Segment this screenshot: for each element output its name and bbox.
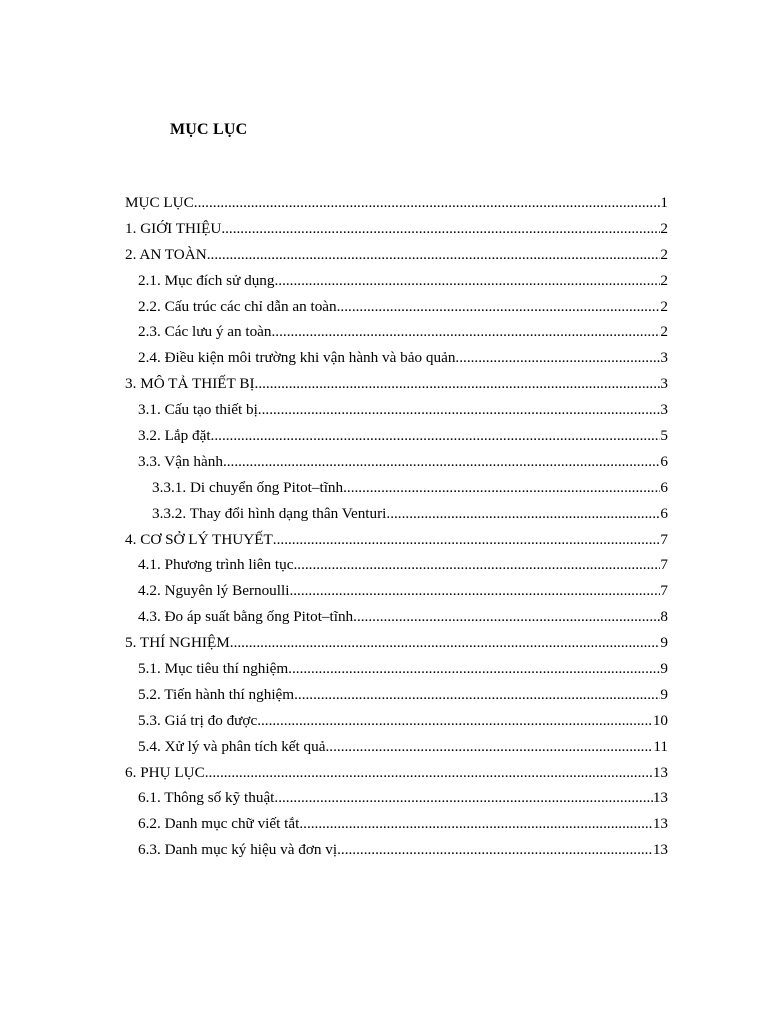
toc-entry[interactable] [125,242,668,268]
toc-entry[interactable] [125,345,668,371]
toc-entry-page-number: 13 [652,789,668,807]
toc-entry-title: 6. PHỤ LỤC [125,763,205,781]
dot-leader [272,319,661,345]
toc-entry-page-number: 9 [660,660,668,678]
toc-entry[interactable] [125,656,668,682]
toc-entry[interactable] [125,682,668,708]
toc-entry[interactable] [125,294,668,320]
dot-leader [258,397,661,423]
toc-entry[interactable] [125,734,668,760]
toc-entry-page-number: 11 [653,737,668,755]
dot-leader [194,190,661,216]
toc-entry-page-number: 3 [660,401,668,419]
table-of-contents [125,190,668,863]
toc-entry[interactable] [125,811,668,837]
dot-leader [294,682,660,708]
toc-entry-page-number: 2 [660,245,668,263]
toc-entry-page-number: 3 [660,349,668,367]
toc-entry[interactable] [125,449,668,475]
toc-entry-page-number: 7 [660,556,668,574]
dot-leader [223,449,660,475]
toc-entry-page-number: 6 [660,504,668,522]
dot-leader [386,501,660,527]
dot-leader [273,527,661,553]
toc-entry[interactable] [125,630,668,656]
toc-entry[interactable] [125,760,668,786]
toc-entry-title: 6.2. Danh mục chữ viết tắt [138,815,300,833]
toc-entry-page-number: 9 [660,685,668,703]
toc-entry-title: 5. THÍ NGHIỆM [125,634,230,652]
dot-leader [221,216,660,242]
toc-entry-page-number: 9 [660,634,668,652]
dot-leader [337,837,653,863]
toc-entry-title: 2.1. Mục đích sử dụng [138,271,275,289]
toc-entry[interactable] [125,216,668,242]
toc-entry-title: 2.2. Cấu trúc các chỉ dẫn an toàn [138,297,337,315]
toc-entry-page-number: 6 [660,452,668,470]
toc-entry-title: 5.1. Mục tiêu thí nghiệm [138,660,289,678]
toc-entry-page-number: 13 [652,815,668,833]
toc-entry-title: 2. AN TOÀN [125,245,207,263]
toc-entry-title: 5.3. Giá trị đo được [138,711,258,729]
toc-entry-title: 6.1. Thông số kỹ thuật [138,789,275,807]
toc-entry-title: 3.3.2. Thay đổi hình dạng thân Venturi [152,504,387,522]
toc-entry-title: 3.3.1. Di chuyển ống Pitot–tĩnh [152,478,344,496]
toc-entry[interactable] [125,578,668,604]
toc-entry-title: 4.2. Nguyên lý Bernoulli [138,582,290,600]
toc-entry-page-number: 6 [660,478,668,496]
toc-entry-title: 5.2. Tiến hành thí nghiệm [138,685,295,703]
dot-leader [274,268,660,294]
toc-entry-title: 3.3. Vận hành [138,452,223,470]
dot-leader [211,423,661,449]
toc-entry-page-number: 8 [660,608,668,626]
toc-entry-title: 5.4. Xử lý và phân tích kết quả [138,737,326,755]
toc-entry-title: 2.4. Điều kiện môi trường khi vận hành và bảo quản [138,349,456,367]
toc-entry[interactable] [125,423,668,449]
dot-leader [293,552,660,578]
toc-entry-title: 1. GIỚI THIỆU [125,219,222,237]
toc-entry-page-number: 7 [660,530,668,548]
toc-entry[interactable] [125,708,668,734]
toc-entry[interactable] [125,371,668,397]
toc-entry[interactable] [125,268,668,294]
dot-leader [299,811,652,837]
toc-entry-title: 6.3. Danh mục ký hiệu và đơn vị [138,841,338,859]
toc-entry-page-number: 7 [660,582,668,600]
toc-entry-title: 3.1. Cấu tạo thiết bị [138,401,258,419]
toc-entry[interactable] [125,837,668,863]
toc-entry-title: 4. CƠ SỞ LÝ THUYẾT [125,530,273,548]
toc-entry-page-number: 1 [660,194,668,211]
dot-leader [230,630,661,656]
toc-entry-page-number: 13 [652,763,668,781]
toc-entry-title: 4.3. Đo áp suất bằng ống Pitot–tĩnh [138,608,354,626]
toc-entry[interactable] [125,397,668,423]
toc-entry[interactable] [125,527,668,553]
toc-entry-title: 3.2. Lắp đặt [138,427,211,445]
dot-leader [288,656,660,682]
toc-entry-page-number: 5 [660,427,668,445]
toc-entry-page-number: 10 [652,711,668,729]
toc-heading: MỤC LỤC [170,121,248,138]
toc-entry-page-number: 13 [652,841,668,859]
toc-entry[interactable] [125,604,668,630]
dot-leader [353,604,660,630]
toc-entry-page-number: 2 [660,297,668,315]
toc-entry-page-number: 2 [660,219,668,237]
toc-entry-page-number: 2 [660,271,668,289]
toc-entry-title: 4.1. Phương trình liên tục [138,556,294,574]
toc-entry-page-number: 2 [660,323,668,341]
toc-entry-title: MỤC LỤC [125,194,194,211]
dot-leader [205,760,653,786]
toc-entry[interactable] [125,552,668,578]
dot-leader [289,578,660,604]
dot-leader [326,734,654,760]
dot-leader [343,475,660,501]
toc-entry[interactable] [125,785,668,811]
dot-leader [207,242,661,268]
toc-entry[interactable] [125,319,668,345]
toc-entry[interactable] [125,475,668,501]
toc-entry-title: 3. MÔ TẢ THIẾT BỊ [125,375,255,393]
toc-entry-page-number: 3 [660,375,668,393]
dot-leader [274,785,652,811]
dot-leader [257,708,653,734]
toc-entry-title: 2.3. Các lưu ý an toàn [138,323,272,341]
toc-entry[interactable] [125,190,668,216]
toc-entry[interactable] [125,501,668,527]
dot-leader [455,345,660,371]
dot-leader [337,294,661,320]
dot-leader [255,371,661,397]
